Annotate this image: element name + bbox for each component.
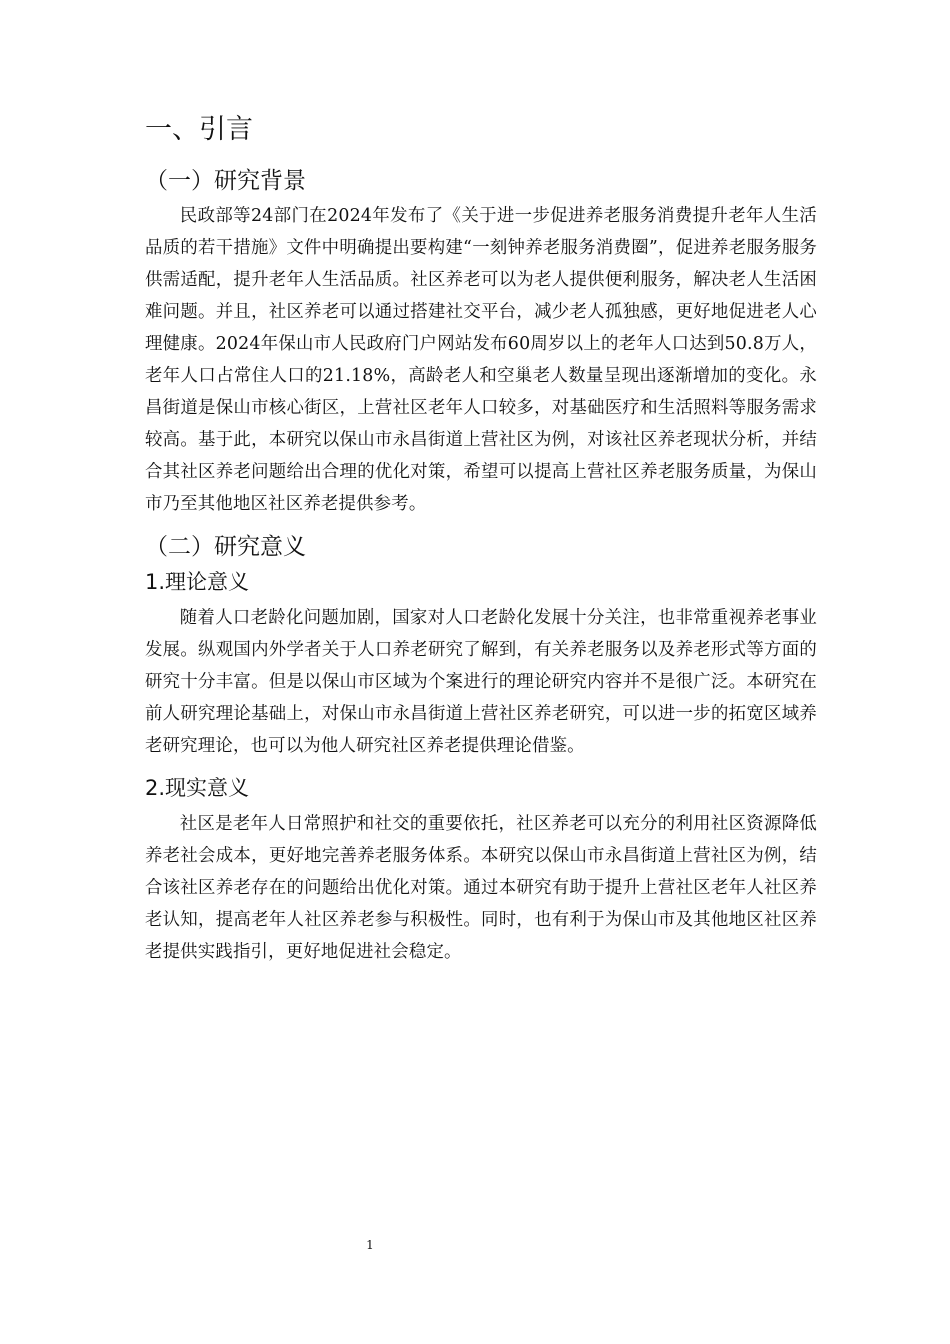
paragraph-practical-significance: 社区是老年人日常照护和社交的重要依托，社区养老可以充分的利用社区资源降低养老社会成本，更好地完善养老服务体系。本研究以保山市永昌街道上营社区为例，结合该社区养老存在的问题给出优化对策。通过本研究有助于提升上营社区老年人社区养老认知，提高老年人社区养老参与积极性。同时，也有利于为保山市及其他地区社区养老提供实践指引，更好地促进社会稳定。 — [145, 814, 817, 962]
section-heading-research-background: （一）研究背景 — [145, 168, 306, 194]
page-number: 1 — [366, 1238, 374, 1252]
chapter-heading: 一、引言 — [145, 114, 253, 145]
section-heading-research-significance: （二）研究意义 — [145, 534, 306, 560]
paragraph-theoretical-significance: 随着人口老龄化问题加剧，国家对人口老龄化发展十分关注，也非常重视养老事业发展。纵观国内外学者关于人口养老研究了解到，有关养老服务以及养老形式等方面的研究十分丰富。但是以保山市区域为个案进行的理论研究内容并不是很广泛。本研究在前人研究理论基础上，对保山市永昌街道上营社区养老研究，可以进一步的拓宽区域养老研究理论，也可以为他人研究社区养老提供理论借鉴。 — [145, 608, 817, 756]
subsection-heading-practical-significance: 2.现实意义 — [145, 776, 250, 800]
paragraph-research-background: 民政部等24部门在2024年发布了《关于进一步促进养老服务消费提升老年人生活品质的若干措施》文件中明确提出要构建“一刻钟养老服务消费圈”，促进养老服务服务供需适配，提升老年人生活品质。社区养老可以为老人提供便利服务，解决老人生活困难问题。并且，社区养老可以通过搭建社交平台，减少老人孤独感，更好地促进老人心理健康。2024年保山市人民政府门户网站发布60周岁以上的老年人口达到50.8万人，老年人口占常住人口的21.18%，高龄老人和空巢老人数量呈现出逐渐增加的变化。永昌街道是保山市核心街区，上营社区老年人口较多，对基础医疗和生活照料等服务需求较高。基于此，本研究以保山市永昌街道上营社区为例，对该社区养老现状分析，并结合其社区养老问题给出合理的优化对策，希望可以提高上营社区养老服务质量，为保山市乃至其他地区社区养老提供参考。 — [145, 206, 817, 514]
page-content — [145, 110, 817, 978]
subsection-heading-theoretical-significance: 1.理论意义 — [145, 570, 250, 594]
